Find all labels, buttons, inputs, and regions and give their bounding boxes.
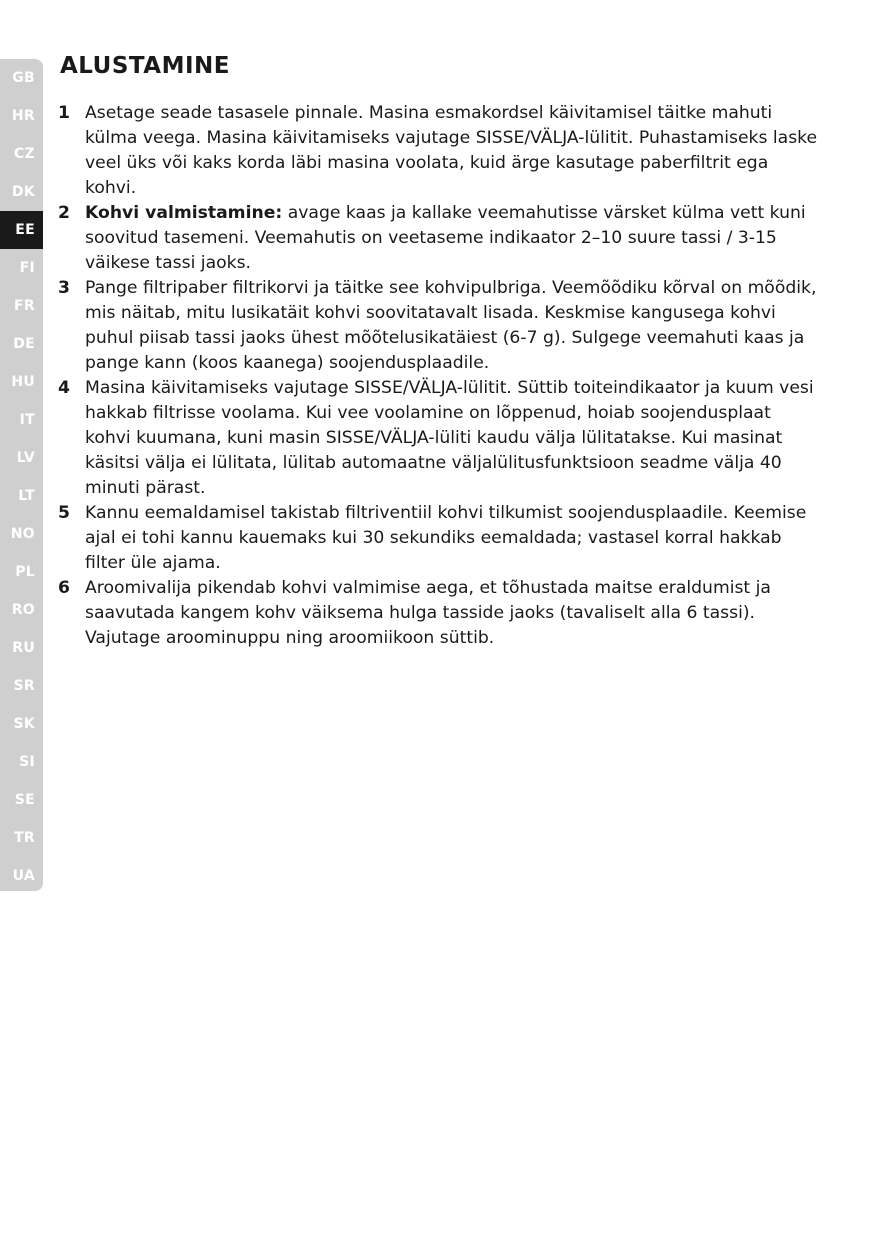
instruction-step [58, 276, 818, 376]
language-tab-ua[interactable]: UA [12, 868, 35, 884]
step-lead-label: Kohvi valmistamine: [85, 203, 283, 223]
language-tab-se[interactable]: SE [14, 792, 35, 808]
language-tab-no[interactable]: NO [10, 526, 35, 542]
language-tab-de[interactable]: DE [13, 336, 35, 352]
language-tab-hr[interactable]: HR [11, 108, 35, 124]
language-index [0, 59, 43, 895]
step-text: avage kaas ja kallake veemahutisse värsket külma vett kuni soovitud tasemeni. Veemahutis on veetaseme indikaator 2–10 suure tassi / 3-15 väikese tassi jaoks. [85, 203, 806, 273]
language-tab-si[interactable]: SI [19, 754, 35, 770]
step-text: Asetage seade tasasele pinnale. Masina esmakordsel käivitamisel täitke mahuti külma veega. Masina käivitamiseks vajutage SISSE/VÄLJA-lülitit. Puhastamiseks laske veel üks või kaks korda läbi masina voolata, kuid ärge kasutage paberfiltrit ega kohvi. [85, 103, 818, 198]
language-tab-ru[interactable]: RU [12, 640, 35, 656]
language-tab-lv[interactable]: LV [16, 450, 35, 466]
language-tab-ro[interactable]: RO [11, 602, 35, 618]
instruction-step [58, 101, 818, 201]
language-tab-sr[interactable]: SR [13, 678, 35, 694]
language-tab-dk[interactable]: DK [11, 184, 35, 200]
step-number: 6 [58, 578, 70, 598]
language-tab-sk[interactable]: SK [13, 716, 35, 732]
language-tab-lt[interactable]: LT [18, 488, 35, 504]
language-tab-it[interactable]: IT [19, 412, 35, 428]
step-text: Pange filtripaber filtrikorvi ja täitke see kohvipulbriga. Veemõõdiku kõrval on mõõdik, mis näitab, mitu lusikatäit kohvi soovitatavalt lisada. Keskmise kangusega kohvi puhul piisab tassi jaoks ühest mõõtelusikatäiest (6-7 g). Sulgege veemahuti kaas ja pange kann (koos kaanega) soojendusplaadile. [85, 278, 817, 373]
instruction-step [58, 376, 818, 501]
language-tab-hu[interactable]: HU [11, 374, 35, 390]
language-tab-gb[interactable]: GB [12, 70, 35, 86]
instruction-step [58, 501, 818, 576]
step-text: Aroomivalija pikendab kohvi valmimise aega, et tõhustada maitse eraldumist ja saavutada kangem kohv väiksema hulga tasside jaoks (tavaliselt alla 6 tassi). Vajutage aroominuppu ning aroomiikoon süttib. [85, 578, 771, 648]
step-number: 5 [58, 503, 70, 523]
instruction-list [58, 101, 818, 651]
language-tab-ee[interactable]: EE [0, 211, 43, 249]
language-tab-cz[interactable]: CZ [13, 146, 35, 162]
language-tab-pl[interactable]: PL [15, 564, 35, 580]
language-tab-fi[interactable]: FI [19, 260, 35, 276]
step-number: 4 [58, 378, 70, 398]
page-title: ALUSTAMINE [60, 53, 230, 79]
step-text: Kannu eemaldamisel takistab filtriventiil kohvi tilkumist soojendusplaadile. Keemise ajal ei tohi kannu kauemaks kui 30 sekundiks eemaldada; vastasel korral hakkab filter üle ajama. [85, 503, 807, 573]
step-number: 3 [58, 278, 70, 298]
instruction-step [58, 576, 818, 651]
language-tab-fr[interactable]: FR [14, 298, 35, 314]
instruction-step [58, 201, 818, 276]
step-number: 2 [58, 203, 70, 223]
step-text: Masina käivitamiseks vajutage SISSE/VÄLJA-lülitit. Süttib toiteindikaator ja kuum vesi hakkab filtrisse voolama. Kui vee voolamine on lõppenud, hoiab soojendusplaat kohvi kuumana, kuni masin SISSE/VÄLJA-lüliti kaudu välja lülitatakse. Kui masinat käsitsi välja ei lülitata, lülitab automaatne väljalülitusfunktsioon seadme välja 40 minuti pärast. [85, 378, 814, 498]
step-number: 1 [58, 103, 70, 123]
language-tab-tr[interactable]: TR [14, 830, 35, 846]
